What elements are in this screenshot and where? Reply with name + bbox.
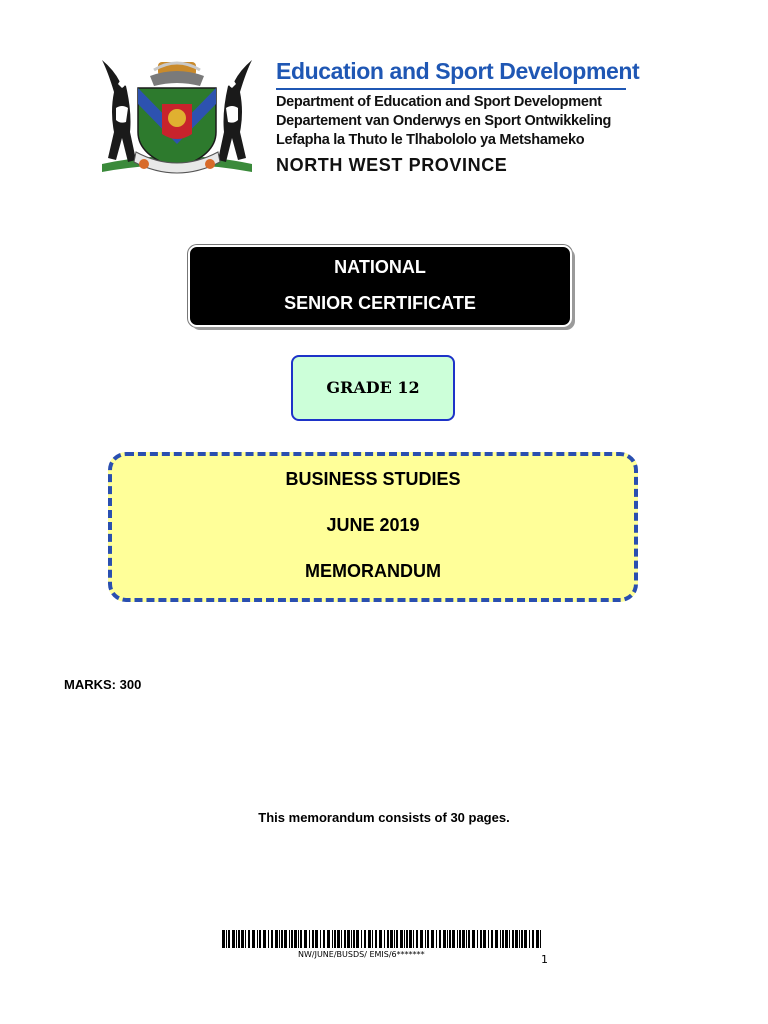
footer-exam-code: NW/JUNE/BUSDS/ EMIS/6******* <box>298 950 425 959</box>
subject-title: BUSINESS STUDIES <box>285 469 461 489</box>
marks-total: MARKS: 300 <box>64 677 142 692</box>
nsc-line-national: NATIONAL <box>334 257 426 277</box>
department-title: Education and Sport Development <box>276 58 640 84</box>
coat-of-arms-icon <box>92 52 262 184</box>
header-divider <box>276 88 626 90</box>
department-name-english: Department of Education and Sport Development <box>276 94 602 110</box>
province-name: NORTH WEST PROVINCE <box>276 155 508 175</box>
department-name-afrikaans: Departement van Onderwys en Sport Ontwikkeling <box>276 113 612 129</box>
barcode-icon <box>222 930 544 948</box>
nsc-line-senior-certificate: SENIOR CERTIFICATE <box>284 293 476 313</box>
page-number: 1 <box>541 953 548 966</box>
exam-date: JUNE 2019 <box>326 515 420 535</box>
department-name-setswana: Lefapha la Thuto le Tlhabololo ya Metshameko <box>276 132 585 148</box>
nsc-banner <box>188 245 572 327</box>
page-count-note: This memorandum consists of 30 pages. <box>258 810 510 825</box>
grade-badge: GRADE 12 <box>291 355 455 421</box>
document-type: MEMORANDUM <box>305 561 441 581</box>
subject-panel <box>108 452 638 602</box>
